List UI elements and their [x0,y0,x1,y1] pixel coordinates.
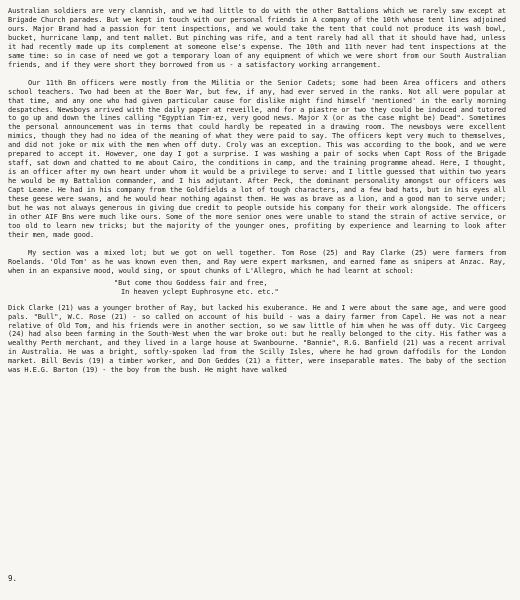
page-number: 9. [8,574,18,583]
verse-line-1: "But come thou Goddess fair and free, [114,278,268,287]
paragraph-comrades: Dick Clarke (21) was a younger brother of Ray, but lacked his exuberance. He and I were about the same age, and were good pals. "Bull", W.C. Rose (21) - so called on account of his build - was a dairy farmer from Capel. He was not a near relative of Old Tom, and his friends were in another section, so we saw little of him when he was off duty. Vic Cargeeg (24) had also been farming in the South-West when the war broke out: but he really belonged to the city. His father was a wealthy Perth merchant, and they lived in a large house at Swanbourne. "Bannie", R.G. Banfield (21) was a recent arrival in Australia. He was a bright, softly-spoken lad from the Scilly Isles, where he had grown daffodils for the London market. Bill Bevis (19) a timber worker, and Don Geddes (21) a fitter, were inseparable mates. The baby of the section was H.E.G. Barton (19) - the boy from the bush. He might have walked [8,303,506,375]
paragraph-battalions: Australian soldiers are very clannish, and we had little to do with the other Battalions which we rarely saw except at Brigade Church parades. But we kept in touch with our personal friends in A company of the 10th whose tent lines adjoined ours. Major Brand had a passion for tent inspections, and we would take the tent that could not produce its wash bowl, bucket, hurricane lamp, and tent mallet. But pinching was rife, and a tent rarely had all that it should have had, unless it had recently made up its complement at someone else's expense. The 10th and 11th never had tent inspections at the same time: so in case of need we got a temporary loan of any equipment of which we were short from our South Australian friends, and if they were short they borrowed from us - a satisfactory working arrangement. [8,7,506,69]
paragraph-officers: Our 11th Bn officers were mostly from the Militia or the Senior Cadets; some had been Area officers and others school teachers. Two had been at the Boer War, but few, if any, had ever served in the ranks. Not all were popular at that time, and any one who had given particular cause for dislike might find himself 'mentioned' in the early morning despatches. Newsboys arrived with the daily paper at reveille, and for a piastre or two they could be induced and tutored to go up and down the lines calling "Egyptian Tim-ez, very good news. Major X (or as the case might be) Dead". Sometimes the personal announcement was in terms that could hardly be repeated in a drawing room. The newsboys were excellent mimics, though they had no idea of the meaning of what they were paid to say. The officers kept very much to themselves, and did not joke or mix with the men when off duty. Croly was an exception. This was according to the book, and we were prepared to accept it. However, one day I got a surprise. I was washing a pair of socks when Capt Ross of the Brigade staff, sat down and chatted to me about Cairo, the conditions in camp, and the training programme ahead. Here, I thought, is an officer after my own heart under whom it would be a privilege to serve: and I little guessed that within two years he would be my Battalion commander, and I his adjutant. After Peck, the dominant personality amongst our officers was Capt Leane. He had in his company from the Goldfields a lot of tough characters, and a few bad hats, but in his eyes all these geese were swans, and he would hear nothing against them. He was as brave as a lion, and a good man to serve under; but he was not always generous in giving due credit to people outside his company for their work alongside. The officers in other AIF Bns were much like ours. Some of the more senior ones were unable to stand the strain of active service, or too old to learn new tricks; but the majority of the younger ones, profiting by experience and learning to look after their men, made good. [8,78,506,239]
verse-quote [114,279,506,297]
paragraph-section: My section was a mixed lot; but we got on well together. Tom Rose (25) and Ray Clarke (25) were farmers from Roelands. 'Old Tom' as he was known even then, and Ray were expert marksmen, and earned fame as snipers at Anzac. Ray, when in an expansive mood, would sing, or spout chunks of L'Allegro, which he had learnt at school: [8,248,506,275]
verse-line-2: In heaven yclept Euphrosyne etc. etc." [121,287,279,296]
